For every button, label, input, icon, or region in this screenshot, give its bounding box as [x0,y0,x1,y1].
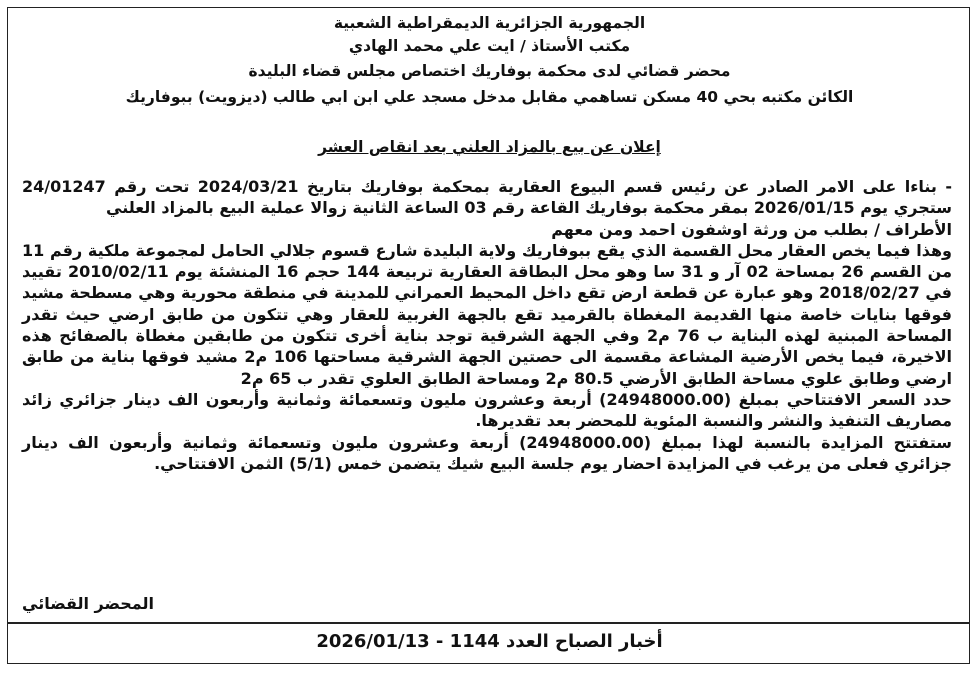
paragraph-property: وهذا فيما يخص العقار محل القسمة الذي يقع ببوفاريك ولاية البليدة شارع قسوم جلالي الحامل لمجموعة ملكية رقم 11 من القسم 26 بمساحة 02 آر و 31 سا وهو محل البطاقة العقارية تربيعة 144 حجم 16 المنشئة يوم 2010/02/11 تقييد في 2018/02/27 وهو عبارة عن قطعة ارض تقع داخل المحيط العمراني للمدينة في منطقة محورية وهي مسطحة مشيد فوقها بنايات خاصة منها القديمة المغطاة بالقرميد تقع بالجهة الغربية للعقار وهي تتكون من طابق ارضي حيث تقدر المساحة المبنية لهذه البناية ب 76 م2 وفي الجهة الشرقية توجد بناية أخرى تتكون من طابقين مغطاة بالصفائح هذه الاخيرة، فيما يخص الأرضية المشاعة مقسمة الى حصتين الجهة الشرقية مساحتها 106 م2 مشيد فوقها بناية من طابق ارضي وطابق علوي مساحة الطابق الأرضي 80.5 م2 ومساحة الطابق العلوي تقدر ب 65 م2 [22,240,953,388]
signature-bailiff: المحضر القضائي [22,594,155,613]
header-republic: الجمهورية الجزائرية الديمقراطية الشعبية [333,14,646,32]
paragraph-parties: الأطراف / بطلب من ورثة اوشفون احمد ومن معهم [551,219,952,239]
header-bailiff: محضر قضائي لدى محكمة بوفاريك اختصاص مجلس قضاء البليدة [248,62,731,80]
paragraph-bidding: ستفتتح المزايدة بالنسبة لهذا بمبلغ (24948000.00) أربعة وعشرون مليون وتسعمائة وثمانية وأربعون الف دينار جزائري فعلى من يرغب في المزايدة احضار يوم جلسة البيع شيك يتضمن خمس (5/1) الثمن الافتتاحي. [22,432,953,473]
publication-footer: أخبار الصباح العدد 1144 - 2026/01/13 [316,631,663,652]
paragraph-opening-price: حدد السعر الافتتاحي بمبلغ (24948000.00) أربعة وعشرون مليون وتسعمائة وثمانية وأربعون الف دينار جزائري زائد مصاريف التنفيذ والنشر والنسبة المئوية للمحضر بعد تقديرها. [22,389,952,431]
paragraph-auction-order: - بناءا على الامر الصادر عن رئيس قسم البيوع العقارية بمحكمة بوفاريك بتاريخ 2024/03/21 تحت رقم 24/01247 ستجري يوم 2026/01/15 بمقر محكمة بوفاريك القاعة رقم 03 الساعة الثانية زوالا عملية البيع بالمزاد العلني [22,177,953,218]
header-address: الكائن مكتبه بحي 40 مسكن تساهمي مقابل مدخل مسجد علي ابن ابي طالب (ديزويت) ببوفاريك [125,88,854,106]
notice-body [22,176,952,474]
header-office: مكتب الأستاذ / ايت علي محمد الهادي [348,37,631,55]
notice-title-text: إعلان عن بيع بالمزاد العلني بعد انقاص العشر [318,138,661,156]
footer-divider [8,622,969,624]
notice-title [20,138,959,156]
